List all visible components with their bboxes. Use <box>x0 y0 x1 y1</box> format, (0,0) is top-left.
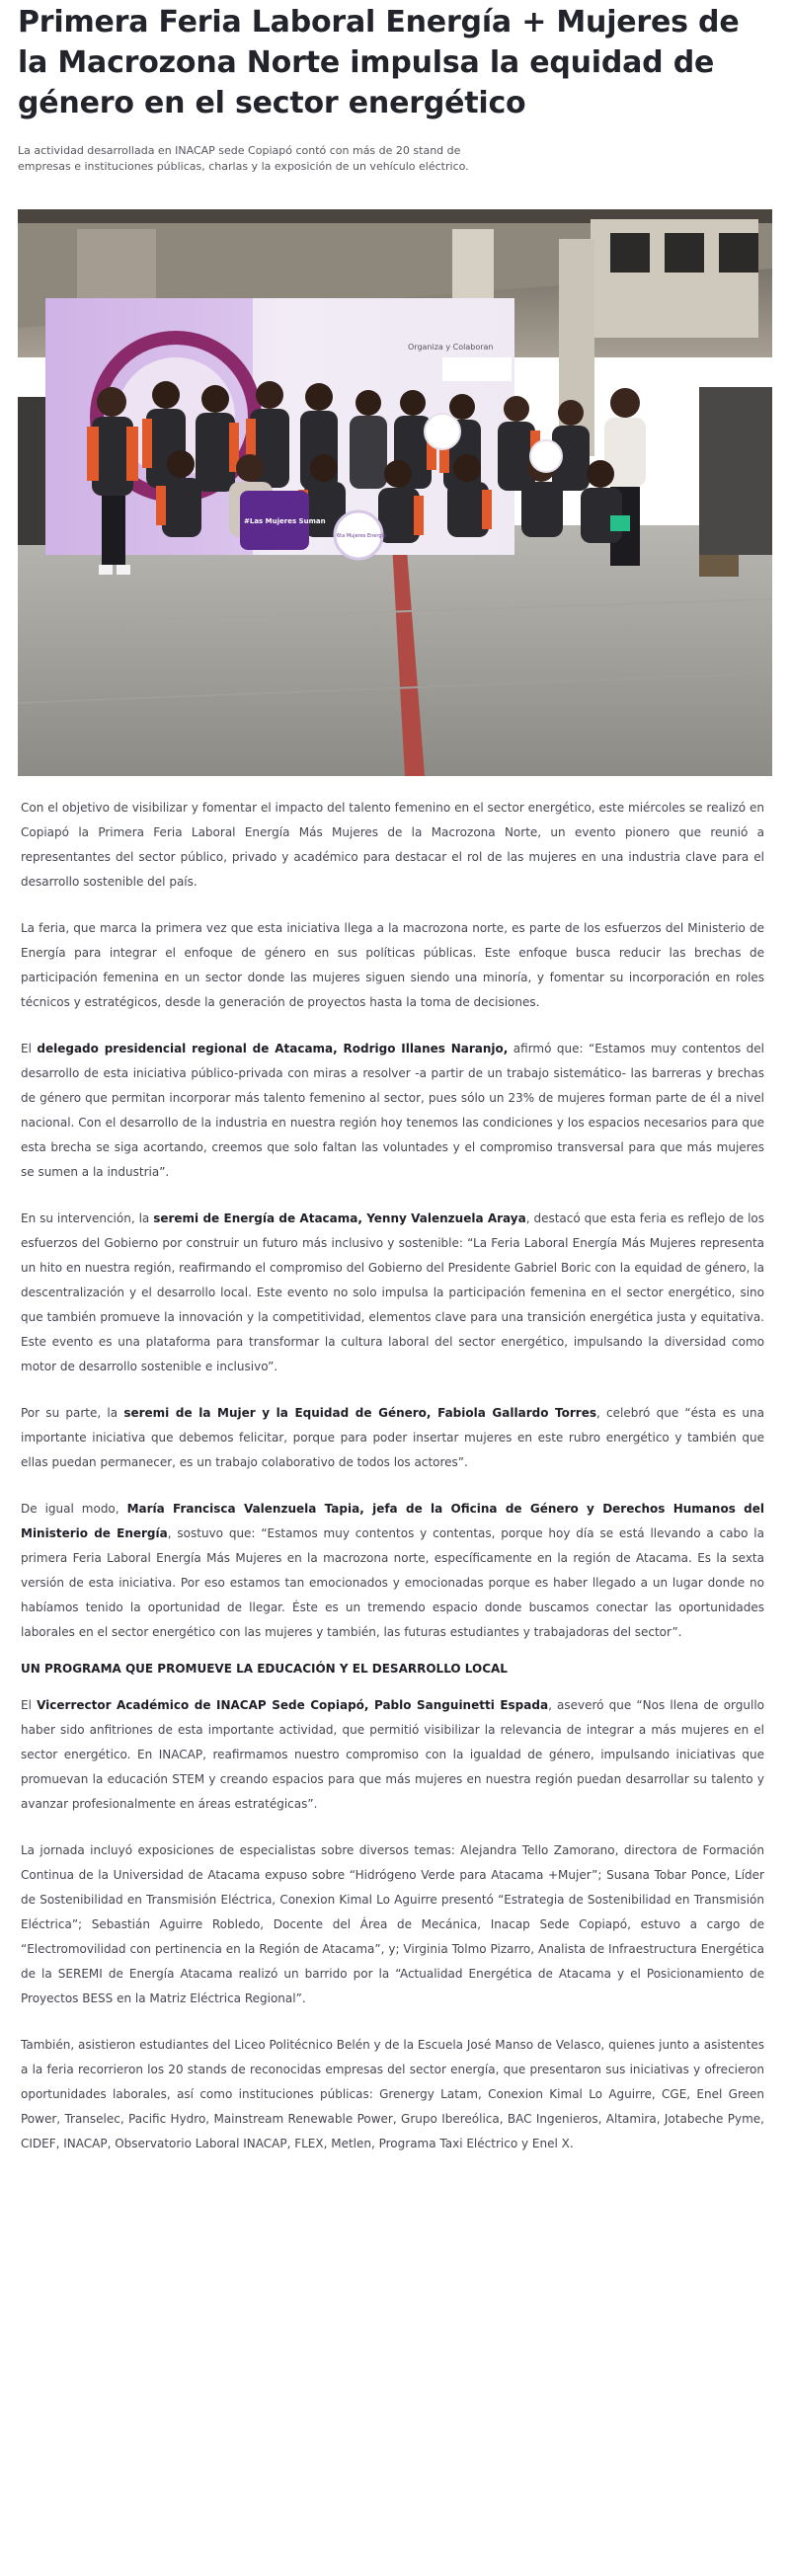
paragraph-3: El delegado presidencial regional de Atacama, Rodrigo Illanes Naranjo, afirmó que: “Estamos muy contentos del desarrollo de esta iniciativa público-privada con miras a resolver -a partir de un trabajo sistemático- las barreras y brechas de género que permitan incorporar más talento femenino al sector, pues sólo un 23% de mujeres forman parte de él a nivel nacional. Con el desarrollo de la industria en nuestra región hoy tenemos las condiciones y los espacios necesarios para que esta brecha se siga acortando, creemos que solo faltan las voluntades y el compromiso transversal para que más mujeres se sumen a la industria”. <box>21 1042 764 1179</box>
highlight-name: seremi de Energía de Atacama, Yenny Valenzuela Araya <box>153 1211 526 1225</box>
paragraph-7: El Vicerrector Académico de INACAP Sede Copiapó, Pablo Sanguinetti Espada, aseveró que “Nos llena de orgullo haber sido anfitriones de esta importante actividad, que permitió visibilizar la relevancia de integrar a más mujeres en el sector energético. En INACAP, reafirmamos nuestro compromiso con la igualdad de género, impulsando iniciativas que promuevan la educación STEM y creando espacios para que más mujeres en nuestra región puedan desarrollar su talento y avanzar profesionalmente en áreas estratégicas”. <box>21 1698 764 1811</box>
article-body <box>21 796 764 2178</box>
paragraph-2: La feria, que marca la primera vez que esta iniciativa llega a la macrozona norte, es parte de los esfuerzos del Ministerio de Energía para integrar el enfoque de género en sus políticas públicas. Este enfoque busca reducir las brechas de participación femenina en un sector donde las mujeres siguen siendo una minoría, y fomentar su incorporación en roles técnicos y estratégicos, desde la generación de proyectos hasta la toma de decisiones. <box>21 921 764 1009</box>
banner-corner-text: Organiza y Colaboran <box>408 343 494 351</box>
paragraph-6: De igual modo, María Francisca Valenzuela Tapia, jefa de la Oficina de Género y Derechos Humanos del Ministerio de Energía, sostuvo que: “Estamos muy contentos y contentas, porque hoy día se está llevando a cabo la primera Feria Laboral Energía Más Mujeres en la macrozona norte, específicamente en la región de Atacama. Es la sexta versión de esta iniciativa. Por eso estamos tan emocionados y emocionadas porque es haber llegado a un lugar donde no habíamos tenido la oportunidad de llegar. Éste es un tremendo espacio donde buscamos conectar las oportunidades laborales en el sector energético con las mujeres y también, las futuras estudiantes y trabajadoras del sector”. <box>21 1502 764 1639</box>
paragraph-4: En su intervención, la seremi de Energía de Atacama, Yenny Valenzuela Araya, destacó que esta feria es reflejo de los esfuerzos del Gobierno por construir un futuro más inclusivo y sostenible: “La Feria Laboral Energía Más Mujeres representa un hito en nuestra región, reafirmando el compromiso del Gobierno del Presidente Gabriel Boric con la equidad de género, la descentralización y el desarrollo local. Este evento no solo impulsa la participación femenina en el sector energético, sino que también promueve la innovación y la competitividad, elementos clave para una transición energética justa y equitativa. Este evento es una plataforma para transformar la cultura laboral del sector energético, impulsando la diversidad como motor de desarrollo sostenible e inclusivo”. <box>21 1211 765 1373</box>
article-lead: La actividad desarrollada en INACAP sede Copiapó contó con más de 20 stand de empresas e instituciones públicas, charlas y la exposición de un vehículo eléctrico. <box>18 144 469 173</box>
paragraph-9: También, asistieron estudiantes del Liceo Politécnico Belén y de la Escuela José Manso de Velasco, quienes junto a asistentes a la feria recorrieron los 20 stands de reconocidas empresas del sector energía, que presentaron sus iniciativas y ofrecieron oportunidades laborales, así como instituciones públicas: Grenergy Latam, Conexion Kimal Lo Aguirre, CGE, Enel Green Power, Transelec, Pacific Hydro, Mainstream Renewable Power, Grupo Ibereólica, BAC Ingenieros, Altamira, Jotabeche Pyme, CIDEF, INACAP, Observatorio Laboral INACAP, FLEX, Metlen, Programa Taxi Eléctrico y Enel X. <box>21 2038 764 2150</box>
article-photo <box>18 209 772 776</box>
article-title: Primera Feria Laboral Energía + Mujeres de la Macrozona Norte impulsa la equidad de género en el sector energético <box>18 5 740 120</box>
banner-text: #Las Mujeres Suman <box>244 517 326 525</box>
highlight-name: Vicerrector Académico de INACAP Sede Copiapó, Pablo Sanguinetti Espada <box>37 1698 549 1712</box>
sign-text: 6ta Mujeres Energía <box>337 533 386 539</box>
paragraph-5: Por su parte, la seremi de la Mujer y la Equidad de Género, Fabiola Gallardo Torres, celebró que “ésta es una importante iniciativa que debemos felicitar, porque para poder insertar mujeres en este rubro energético y también que ellas puedan permanecer, es un trabajo colaborativo de todos los actores”. <box>21 1406 764 1469</box>
highlight-name: seremi de la Mujer y la Equidad de Género, Fabiola Gallardo Torres <box>123 1406 596 1420</box>
article <box>18 0 772 2150</box>
paragraph-8: La jornada incluyó exposiciones de especialistas sobre diversos temas: Alejandra Tello Zamorano, directora de Formación Continua de la Universidad de Atacama expuso sobre “Hidrógeno Verde para Atacama +Mujer”; Susana Tobar Ponce, Líder de Sostenibilidad en Transmisión Eléctrica, Conexion Kimal Lo Aguirre presentó “Estrategia de Sostenibilidad en Transmisión Eléctrica”; Sebastián Aguirre Robledo, Docente del Área de Mecánica, Inacap Sede Copiapó, estuvo a cargo de “Electromovilidad con pertinencia en la Región de Atacama”, y; Virginia Tolmo Pizarro, Analista de Infraestructura Energética de la SEREMI de Energía Atacama realizó un barrido por la “Actualidad Energética de Atacama y el Posicionamiento de Proyectos BESS en la Matriz Eléctrica Regional”. <box>21 1843 764 2005</box>
section-subheading: UN PROGRAMA QUE PROMUEVE LA EDUCACIÓN Y EL DESARROLLO LOCAL <box>21 1662 508 1676</box>
highlight-name: delegado presidencial regional de Atacama, Rodrigo Illanes Naranjo, <box>37 1042 509 1055</box>
highlight-name: María Francisca Valenzuela Tapia, jefa de la Oficina de Género y Derechos Humanos del Ministerio de Energía <box>21 1502 764 1540</box>
paragraph-1: Con el objetivo de visibilizar y fomentar el impacto del talento femenino en el sector energético, este miércoles se realizó en Copiapó la Primera Feria Laboral Energía Más Mujeres de la Macrozona Norte, un evento pionero que reunió a representantes del sector público, privado y académico para destacar el rol de las mujeres en una industria clave para el desarrollo sostenible del país. <box>21 801 764 889</box>
